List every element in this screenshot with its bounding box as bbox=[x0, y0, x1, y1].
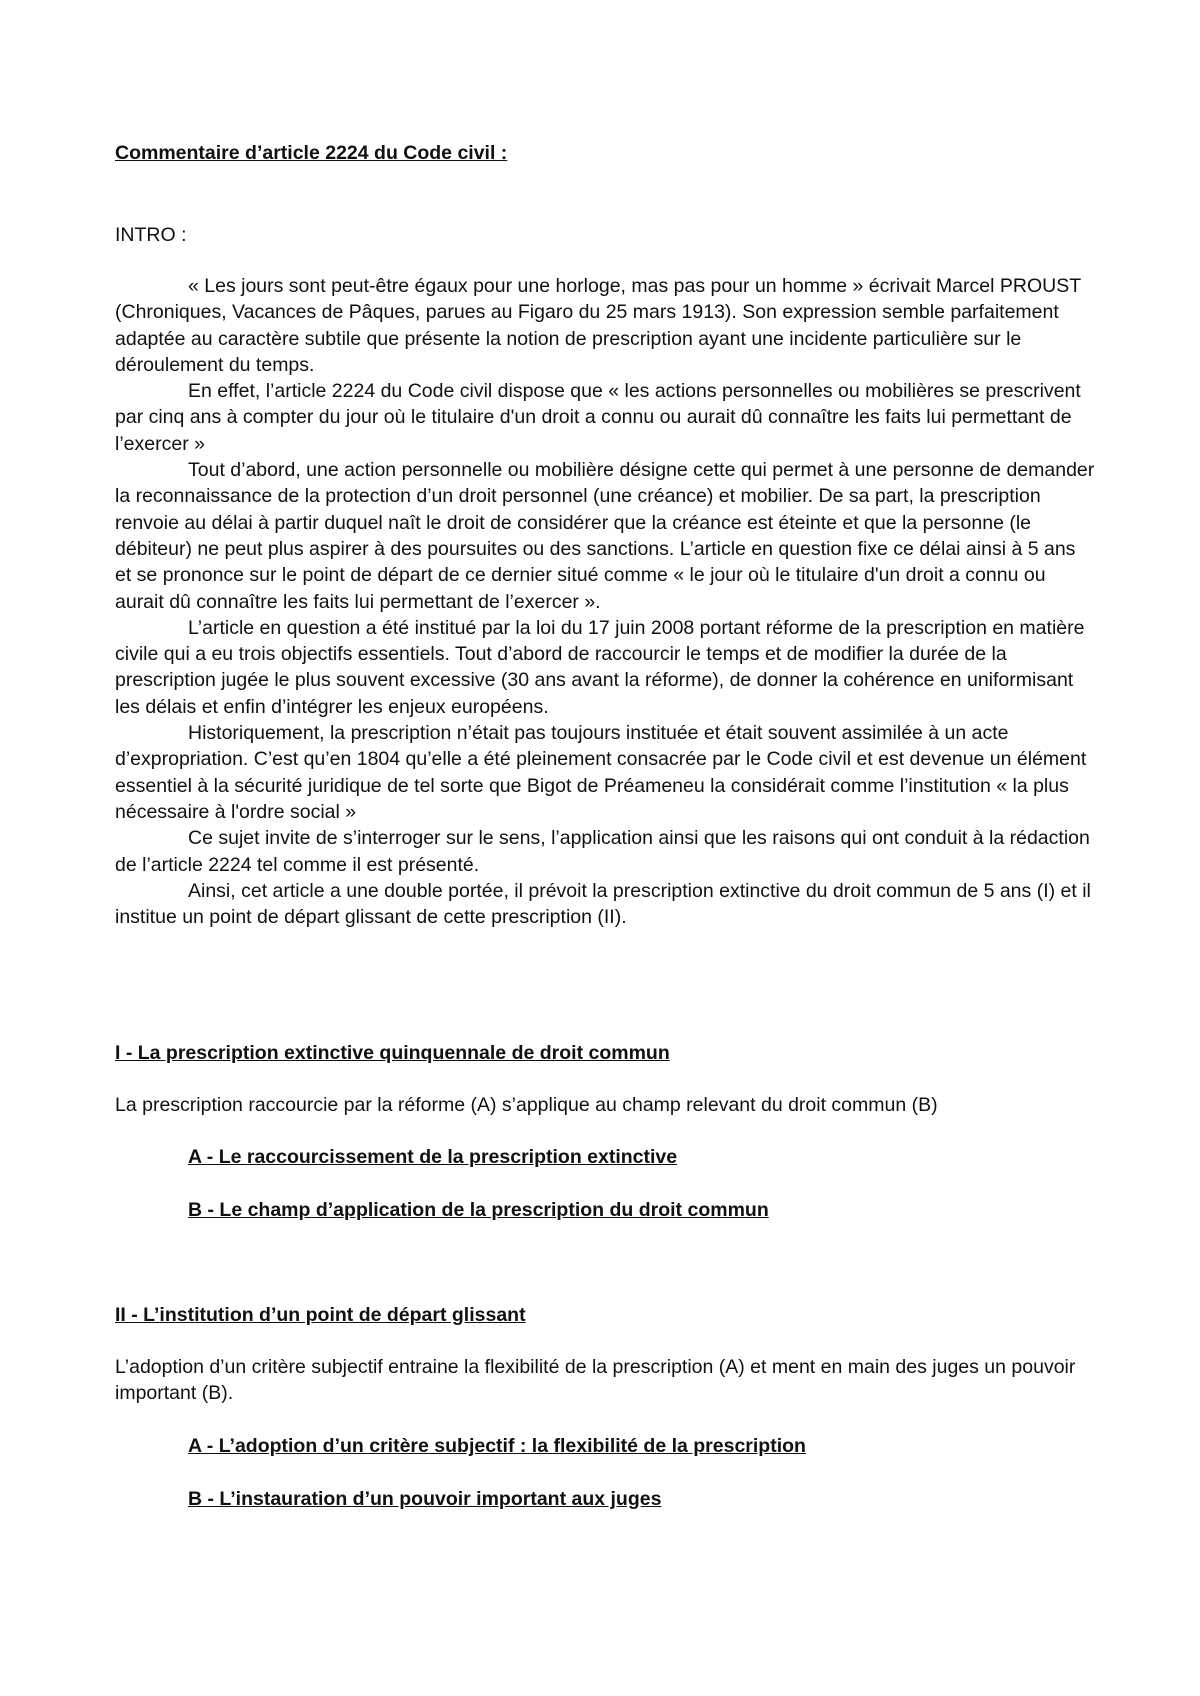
intro-label: INTRO : bbox=[115, 224, 187, 246]
intro-paragraph: Ainsi, cet article a une double portée, il prévoit la prescription extinctive du droit commun de 5 ans (I) et il institue un point de départ glissant de cette prescription (II). bbox=[115, 879, 1091, 929]
intro-paragraph: L’article en question a été institué par la loi du 17 juin 2008 portant réforme de la prescription en matière civile qui a eu trois objectifs essentiels. Tout d’abord de raccourcir le temps et de modifier la durée de la prescription jugée le plus souvent excessive (30 ans avant la réforme), de donner la cohérence en uniformisant les délais et enfin d’intégrer les enjeux européens. bbox=[115, 616, 1085, 718]
part-two-subheading-b: B - L’instauration d’un pouvoir important aux juges bbox=[188, 1488, 662, 1510]
part-one-heading: I - La prescription extinctive quinquennale de droit commun bbox=[115, 1042, 670, 1064]
part-one-subheading-a: A - Le raccourcissement de la prescription extinctive bbox=[188, 1146, 678, 1168]
part-two-summary: L’adoption d’un critère subjectif entraine la flexibilité de la prescription (A) et ment en main des juges un pouvoir important (B). bbox=[115, 1356, 1076, 1405]
intro-paragraph: Tout d’abord, une action personnelle ou mobilière désigne cette qui permet à une personne de demander la reconnaissance de la protection d’un droit personnel (une créance) et mobilier. De sa part, la prescription renvoie au délai à partir duquel naît le droit de considérer que la créance est éteinte et que la personne (le débiteur) ne peut plus aspirer à des poursuites ou des sanctions. L’article en question fixe ce délai ainsi à 5 ans et se prononce sur le point de départ de ce dernier situé comme « le jour où le titulaire d'un droit a connu ou aurait dû connaître les faits lui permettant de l’exercer ». bbox=[115, 459, 1095, 613]
intro-body bbox=[115, 273, 1097, 930]
intro-paragraph: En effet, l’article 2224 du Code civil dispose que « les actions personnelles ou mobilières se prescrivent par cinq ans à compter du jour où le titulaire d'un droit a connu ou aurait dû connaître les faits lui permettant de l’exercer » bbox=[115, 380, 1081, 455]
part-two-heading: II - L’institution d’un point de départ glissant bbox=[115, 1304, 526, 1326]
part-two-subheading-a: A - L’adoption d’un critère subjectif : la flexibilité de la prescription bbox=[188, 1435, 806, 1457]
intro-paragraph: Ce sujet invite de s’interroger sur le sens, l’application ainsi que les raisons qui ont conduit à la rédaction de l’article 2224 tel comme il est présenté. bbox=[115, 827, 1090, 876]
document-title: Commentaire d’article 2224 du Code civil : bbox=[115, 142, 508, 164]
intro-paragraph: « Les jours sont peut-être égaux pour une horloge, mas pas pour un homme » écrivait Marcel PROUST (Chroniques, Vacances de Pâques, parues au Figaro du 25 mars 1913). Son expression semble parfaitement adaptée au caractère subtile que présente la notion de prescription ayant une incidente particulière sur le déroulement du temps. bbox=[115, 275, 1081, 376]
intro-paragraph: Historiquement, la prescription n’était pas toujours instituée et était souvent assimilée à un acte d’expropriation. C’est qu’en 1804 qu’elle a été pleinement consacrée par le Code civil et est devenue un élément essentiel à la sécurité juridique de tel sorte que Bigot de Préameneu la considérait comme l’institution « la plus nécessaire à l'ordre social » bbox=[115, 722, 1087, 823]
part-one-summary: La prescription raccourcie par la réforme (A) s’applique au champ relevant du droit commun (B) bbox=[115, 1094, 938, 1116]
part-one-subheading-b: B - Le champ d’application de la prescription du droit commun bbox=[188, 1199, 769, 1221]
document-content bbox=[115, 140, 1097, 1510]
